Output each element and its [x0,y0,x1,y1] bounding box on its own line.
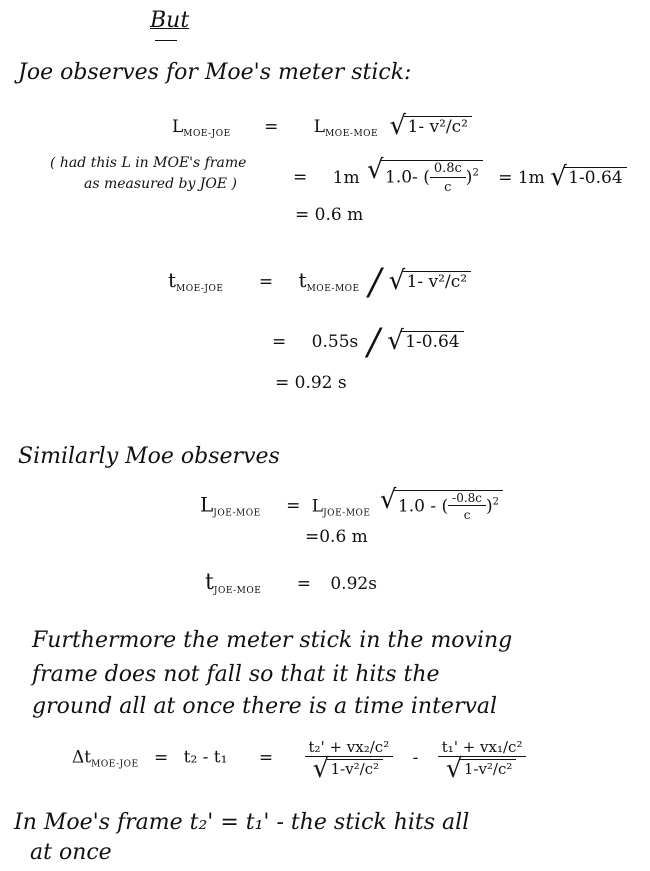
time-difference: t₂ - t₁ [183,747,228,768]
one-meter: 1m [332,167,360,188]
fraction-1 [305,738,394,778]
time-eq-2 [272,322,464,363]
equals: = [258,272,274,292]
equals-one-meter: = 1m [498,167,545,188]
fraction-1-denominator [315,757,384,778]
velocity-fraction [448,491,486,523]
lhs-symbol: t [168,268,177,292]
lhs-subscript: MOE-JOE [176,284,224,294]
sqrt-term: √ 1- v²/c² [404,116,472,137]
heading-double-underline [155,40,177,41]
radicand-prefix: 1.0- [385,167,424,188]
rhs-subscript: MOE-MOE [306,284,360,294]
sqrt-term-2: √ 1-0.64 [564,167,626,188]
equals: = [286,496,301,517]
rhs-subscript: JOE-MOE [323,508,371,519]
rhs-symbol: L [313,117,326,137]
paragraph-line-1: Furthermore the meter stick in the moving [32,628,513,653]
time-eq-1 [168,262,471,303]
rhs-symbol: L [311,496,324,517]
fraction-1-root: √ 1-v²/c² [327,759,384,778]
equals: = [264,117,279,137]
fraction-denominator: c [444,179,452,195]
equals: = [272,332,287,352]
lhs-subscript: MOE-JOE [183,129,231,139]
fraction-2-root: √ 1-v²/c² [460,759,517,778]
side-note-2: as measured by JOE ) [84,176,238,192]
final-line-2: at once [30,840,112,865]
joe-length-result: =0.6 m [305,527,368,547]
proper-time-value: 0.55s [311,332,359,352]
lhs-subscript: JOE-MOE [213,586,262,596]
side-note-1: ( had this L in MOE's frame [50,155,247,171]
intro-line: Joe observes for Moe's meter stick: [18,60,412,85]
equals: = [153,747,169,768]
sqrt-term: √ 1- v²/c² [403,271,471,292]
equals: = [296,574,311,594]
fraction-numerator: 0.8c [430,161,466,178]
time-result: = 0.92 s [275,373,347,393]
lhs-symbol: L [200,492,214,517]
equals: = [293,167,308,188]
delta-t-eq [72,738,526,778]
sqrt-term: √ 1.0- ( $\frac{0.8c}{c}$ )$^2$ [381,160,483,195]
paragraph-line-3: ground all at once there is a time interval [32,694,498,719]
rhs-subscript: MOE-MOE [325,129,379,139]
square-exponent: 2 [492,496,500,508]
division-slash: / [367,322,380,363]
equals-2: = [258,747,274,768]
fraction-denominator: c [463,508,471,523]
fraction-2 [438,738,527,778]
minus: - [412,747,419,768]
fraction-2-numerator: t₁' + vx₁/c² [438,738,527,757]
velocity-fraction [430,161,466,195]
sqrt-term: √ 1-0.64 [401,331,463,352]
length-eq-1 [172,116,472,139]
lhs-symbol: t [205,570,214,595]
lhs-subscript: MOE-JOE [91,759,139,770]
time-value: 0.92s [330,574,377,594]
length-result: = 0.6 m [295,205,364,225]
sqrt-term: √ 1.0 - ( $\frac{-0.8c}{c}$ )$^2$ [394,490,503,523]
paragraph-line-2: frame does not fall so that it hits the [32,662,440,687]
fraction-2-denominator [448,757,517,778]
lhs-symbol: Δt [72,747,92,768]
joe-time-eq [205,570,377,596]
lhs-symbol: L [172,117,184,137]
square-exponent: 2 [472,167,479,179]
rhs-symbol: t [298,268,307,292]
division-slash: / [369,262,382,303]
fraction-1-numerator: t₂' + vx₂/c² [305,738,394,757]
heading: But [150,8,190,33]
radicand-prefix: 1.0 - [397,496,442,517]
joe-length-eq [200,490,503,523]
lhs-subscript: JOE-MOE [213,508,261,519]
length-eq-2 [293,160,627,195]
final-line-1: In Moe's frame t₂' = t₁' - the stick hits all [14,810,470,835]
similarly-line: Similarly Moe observes [18,444,280,469]
fraction-numerator: -0.8c [448,491,486,506]
